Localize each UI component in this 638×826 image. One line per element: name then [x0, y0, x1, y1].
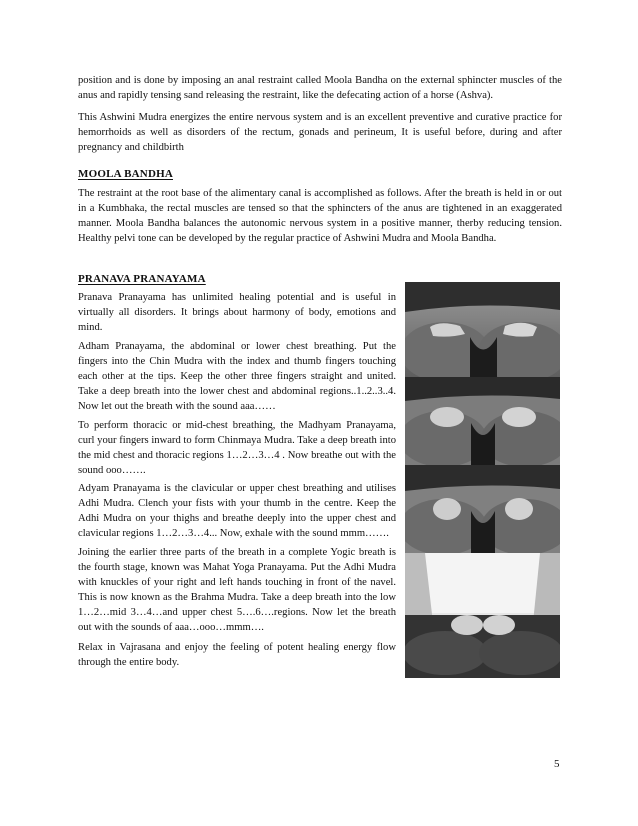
chinmaya-mudra-photo — [405, 377, 560, 465]
intro-paragraph-2: This Ashwini Mudra energizes the entire nervous system and is an excellent preventive and curative practice for hemorrhoids as well as disorders of the rectum, gonads and perineum, It is useful before, during and after pregnancy and childbirth — [78, 112, 562, 154]
brahma-mudra-image — [405, 553, 560, 678]
chin-mudra-image — [405, 282, 560, 377]
pranava-paragraph-intro: Pranava Pranayama has unlimited healing potential and is useful in virtually all disorders. It brings about harmony of body, emotions and mind. — [78, 292, 396, 334]
brahma-mudra-photo — [405, 553, 560, 678]
adham-pranayama-paragraph: Adham Pranayama, the abdominal or lower chest breathing. Put the fingers into the Chin Mudra with the index and thumb fingers touching each other at the tips. Keep the other three fingers straight and united. Take a deep breath into the lower chest and abdominal regions..1..2..3..4. Now let out the breath with the sound aaa…… — [78, 341, 396, 413]
adhi-mudra-photo — [405, 465, 560, 553]
adhi-mudra-image — [405, 465, 560, 553]
mudra-photo-column — [405, 282, 560, 678]
adyam-pranayama-paragraph: Adyam Pranayama is the clavicular or upper chest breathing and utilises Adhi Mudra. Clench your fists with your thumb in the centre. Keep the Adhi Mudra on your thighs and breathe deeply into the upper chest and clavicular regions 1…2…3…4... Now, exhale with the sound mmm……. — [78, 483, 396, 540]
mahat-yoga-pranayama-paragraph: Joining the earlier three parts of the breath in a complete Yogic breath is the fourth stage, known was Mahat Yoga Pranayama. Put the Adhi Mudra with knuckles of your right and left hands touching in front of the navel. This is now known as the Brahma Mudra. Take a deep breath into the low 1…2…mid 3…4…and upper chest 5….6….regions. Now let the breath out with the sounds of aaa…ooo…mmm…. — [78, 547, 396, 634]
chinmaya-mudra-image — [405, 377, 560, 465]
page-number: 5 — [554, 758, 560, 770]
pranava-pranayama-heading: PRANAVA PRANAYAMA — [78, 273, 206, 285]
vajrasana-paragraph: Relax in Vajrasana and enjoy the feeling of potent healing energy flow through the entire body. — [78, 642, 396, 669]
madhyam-pranayama-paragraph: To perform thoracic or mid-chest breathing, the Madhyam Pranayama, curl your fingers inward to form Chinmaya Mudra. Take a deep breath into the mid chest and thoracic regions 1…2…3…4 . Now breathe out with the sound ooo……. — [78, 420, 396, 477]
moola-bandha-paragraph: The restraint at the root base of the alimentary canal is accomplished as follows. After the breath is held in or out in a Kumbhaka, the rectal muscles are tensed so that the sphincters of the anus are tightened in an exaggerated manner. Moola Bandha balances the autonomic nervous system in a positive manner, therby reducing tension. Healthy pelvi tone can be developed by the regular practice of Ashwini Mudra and Moola Bandha. — [78, 188, 562, 245]
moola-bandha-heading: MOOLA BANDHA — [78, 168, 173, 180]
chin-mudra-photo — [405, 282, 560, 377]
intro-paragraph-1: position and is done by imposing an anal restraint called Moola Bandha on the external sphincter muscles of the anus and rapidly tensing sand releasing the restraint, like the defecating action of a horse (Ashva). — [78, 75, 562, 102]
